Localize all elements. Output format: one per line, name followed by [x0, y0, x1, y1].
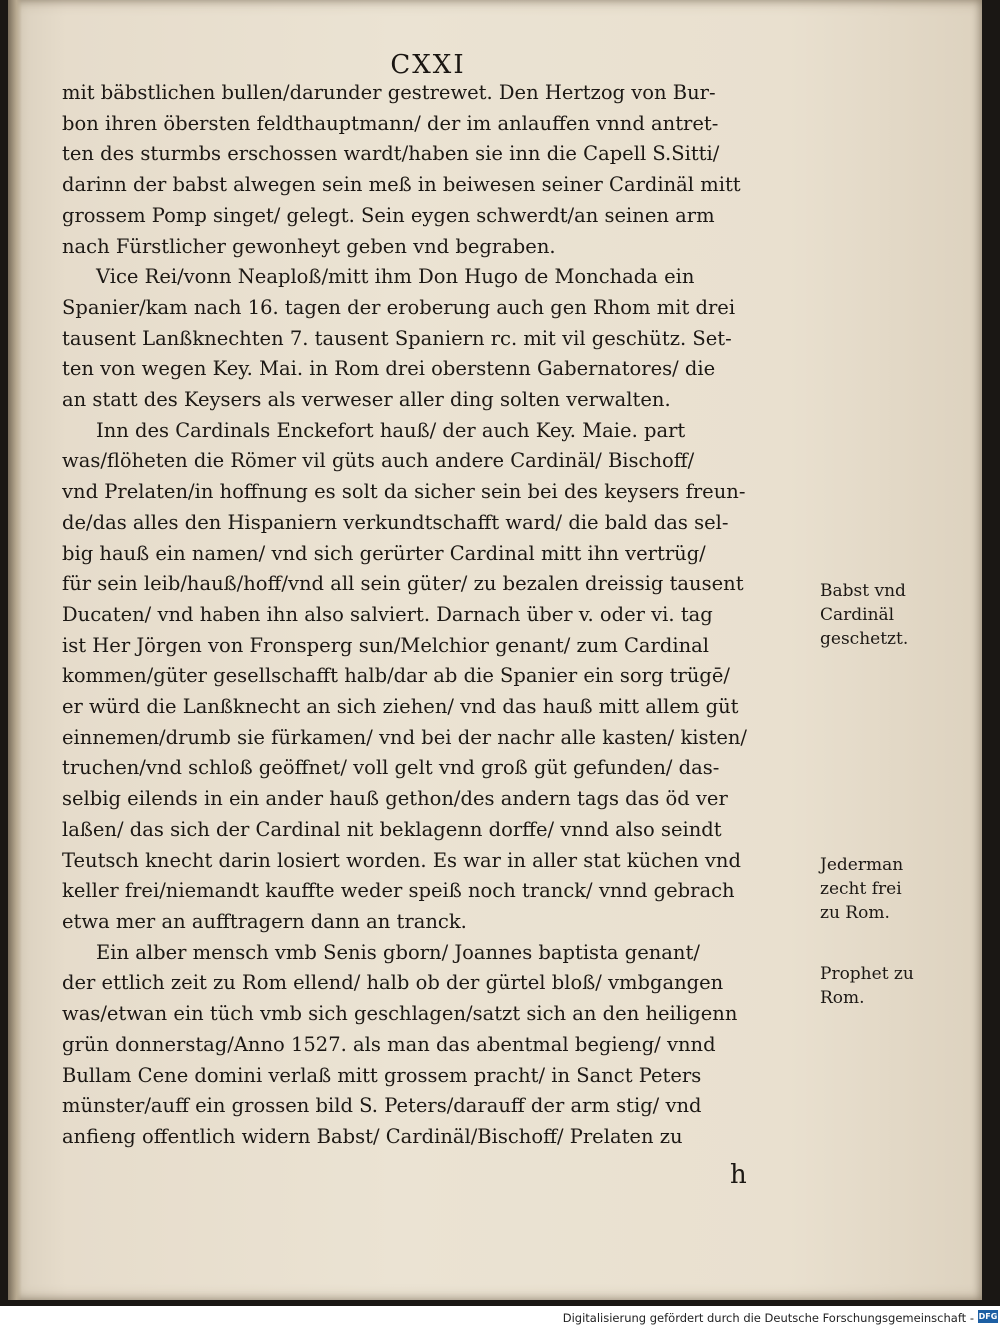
- text-line: Teutsch knecht darin losiert worden. Es war in aller stat küchen vnd: [62, 848, 741, 872]
- marginal-note-line: Cardinäl: [820, 605, 895, 625]
- text-line: keller frei/niemandt kauffte weder speiß noch tranck/ vnnd gebrach: [62, 879, 735, 903]
- marginal-note-line: Babst vnd: [820, 581, 906, 601]
- text-line: truchen/vnd schloß geöffnet/ voll gelt vnd groß güt gefunden/ das-: [62, 756, 720, 780]
- text-line: für sein leib/hauß/hoff/vnd all sein güter/ zu bezalen dreissig tausent: [62, 572, 744, 596]
- marginal-note-line: Jederman: [820, 855, 904, 875]
- text-line: einnemen/drumb sie fürkamen/ vnd bei der nachr alle kasten/ kisten/: [62, 725, 748, 749]
- text-line: vnd Prelaten/in hoffnung es solt da sicher sein bei des keysers freun-: [62, 480, 746, 504]
- text-line: kommen/güter gesellschafft halb/dar ab die Spanier ein sorg trügē/: [62, 664, 730, 688]
- text-line: ist Her Jörgen von Fronsperg sun/Melchior genant/ zum Cardinal: [62, 633, 710, 657]
- text-line: big hauß ein namen/ vnd sich gerürter Cardinal mitt ihn vertrüg/: [62, 541, 706, 565]
- text-line: er würd die Lanßknecht an sich ziehen/ vnd das hauß mitt allem güt: [62, 695, 739, 719]
- text-line: Vice Rei/vonn Neaploß/mitt ihm Don Hugo de Monchada ein: [96, 265, 695, 289]
- footer-bar: [0, 1306, 1000, 1329]
- text-line: tausent Lanßknechten 7. tausent Spaniern rc. mit vil geschütz. Set-: [62, 326, 732, 350]
- text-line: de/das alles den Hispaniern verkundtschafft ward/ die bald das sel-: [62, 510, 729, 534]
- footer-credit: Digitalisierung gefördert durch die Deutsche Forschungsgemeinschaft -: [562, 1311, 974, 1325]
- text-line: was/flöheten die Römer vil güts auch andere Cardinäl/ Bischoff/: [62, 449, 695, 473]
- text-line: Spanier/kam nach 16. tagen der eroberung auch gen Rhom mit drei: [62, 295, 736, 319]
- text-line: anfieng offentlich widern Babst/ Cardinäl/Bischoff/ Prelaten zu: [62, 1124, 683, 1148]
- text-line: ten von wegen Key. Mai. in Rom drei oberstenn Gabernatores/ die: [62, 357, 716, 381]
- text-line: der ettlich zeit zu Rom ellend/ halb ob der gürtel bloß/ vmbgangen: [62, 971, 724, 995]
- text-line: Inn des Cardinals Enckefort hauß/ der auch Key. Maie. part: [96, 418, 686, 442]
- text-line: Bullam Cene domini verlaß mitt grossem pracht/ in Sanct Peters: [62, 1063, 702, 1087]
- text-line: laßen/ das sich der Cardinal nit beklagenn dorffe/ vnnd also seindt: [62, 817, 722, 841]
- marginal-note-line: geschetzt.: [820, 629, 909, 649]
- text-line: nach Fürstlicher gewonheyt geben vnd begraben.: [62, 234, 556, 258]
- text-line: selbig eilends in ein ander hauß gethon/des andern tags das öd ver: [62, 787, 728, 811]
- text-line: ten des sturmbs erschossen wardt/haben sie inn die Capell S.Sitti/: [62, 142, 720, 166]
- book-page: [8, 0, 982, 1300]
- dfg-logo: DFG: [978, 1312, 998, 1321]
- text-line: grossem Pomp singet/ gelegt. Sein eygen schwerdt/an seinen arm: [62, 203, 715, 227]
- text-line: Ducaten/ vnd haben ihn also salviert. Darnach über v. oder vi. tag: [62, 602, 713, 626]
- marginal-note-line: Prophet zu: [820, 964, 914, 984]
- marginal-note-line: zecht frei: [820, 879, 902, 899]
- page-gutter-shadow: [8, 0, 22, 1300]
- text-line: grün donnerstag/Anno 1527. als man das abentmal begieng/ vnnd: [62, 1032, 716, 1056]
- text-line: Ein alber mensch vmb Senis gborn/ Joannes baptista genant/: [96, 940, 700, 964]
- marginal-note-line: zu Rom.: [820, 903, 890, 923]
- text-line: etwa mer an aufftragern dann an tranck.: [62, 909, 467, 933]
- text-line: darinn der babst alwegen sein meß in beiwesen seiner Cardinäl mitt: [62, 173, 741, 197]
- marginal-note-jederman: [820, 853, 940, 925]
- marginal-note-babst: [820, 579, 940, 651]
- body-text: [62, 78, 822, 1153]
- text-line: münster/auff ein grossen bild S. Peters/darauff der arm stig/ vnd: [62, 1094, 702, 1118]
- marginal-note-line: Rom.: [820, 988, 865, 1008]
- marginal-note-prophet: [820, 962, 940, 1010]
- text-line: an statt des Keysers als verweser aller ding solten verwalten.: [62, 388, 671, 412]
- text-line: bon ihren öbersten feldthauptmann/ der im anlauffen vnnd antret-: [62, 111, 719, 135]
- catchword: h: [730, 1160, 747, 1190]
- text-line: mit bäbstlichen bullen/darunder gestrewet. Den Hertzog von Bur-: [62, 81, 716, 104]
- text-line: was/etwan ein tüch vmb sich geschlagen/satzt sich an den heiligenn: [62, 1002, 738, 1026]
- folio-number: CXXI: [390, 50, 466, 80]
